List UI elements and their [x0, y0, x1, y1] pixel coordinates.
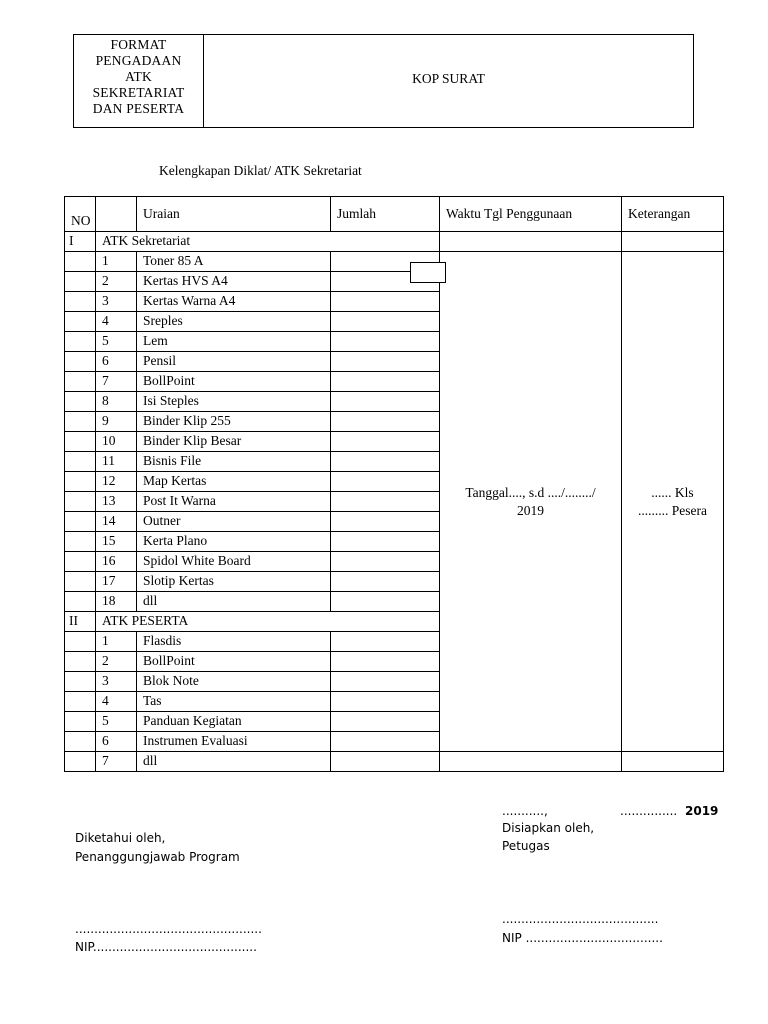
row-blank: [65, 252, 96, 272]
item-no: 6: [96, 732, 137, 752]
jumlah-cell[interactable]: [331, 652, 440, 672]
item-name: Binder Klip Besar: [137, 432, 331, 452]
header-keterangan: Keterangan: [622, 197, 724, 232]
keterangan-peserta: ......... Pesera: [638, 502, 707, 518]
item-name: Isi Steples: [137, 392, 331, 412]
item-no: 18: [96, 592, 137, 612]
table-row: [65, 752, 724, 772]
format-title-line: PENGADAAN: [95, 53, 182, 68]
item-no: 14: [96, 512, 137, 532]
section-roman: II: [65, 612, 96, 632]
item-no: 4: [96, 692, 137, 712]
jumlah-cell[interactable]: [331, 512, 440, 532]
date-day: ...............: [620, 804, 678, 818]
row-blank: [65, 492, 96, 512]
kop-surat: KOP SURAT: [412, 71, 485, 86]
keterangan-cell[interactable]: [622, 752, 724, 772]
format-title-line: FORMAT: [110, 37, 167, 52]
row-blank: [65, 452, 96, 472]
row-blank: [65, 412, 96, 432]
row-blank: [65, 272, 96, 292]
header-waktu: Waktu Tgl Penggunaan: [440, 197, 622, 232]
jumlah-cell[interactable]: [331, 572, 440, 592]
section-title: ATK PESERTA: [96, 612, 440, 632]
row-blank: [65, 312, 96, 332]
item-no: 13: [96, 492, 137, 512]
item-no: 16: [96, 552, 137, 572]
item-name: BollPoint: [137, 372, 331, 392]
item-no: 8: [96, 392, 137, 412]
row-blank: [65, 592, 96, 612]
section-roman: I: [65, 232, 96, 252]
item-no: 1: [96, 252, 137, 272]
item-no: 7: [96, 752, 137, 772]
jumlah-cell[interactable]: [331, 672, 440, 692]
jumlah-cell[interactable]: [331, 552, 440, 572]
keterangan-cell[interactable]: [622, 232, 724, 252]
item-no: 12: [96, 472, 137, 492]
row-blank: [65, 392, 96, 412]
header-jumlah: Jumlah: [331, 197, 440, 232]
item-name: Kerta Plano: [137, 532, 331, 552]
waktu-merged-cell[interactable]: [440, 252, 622, 752]
item-name: Panduan Kegiatan: [137, 712, 331, 732]
item-name: Spidol White Board: [137, 552, 331, 572]
table-header-row: [65, 197, 724, 232]
keterangan-kls: ...... Kls: [651, 484, 694, 500]
jumlah-cell[interactable]: [331, 352, 440, 372]
item-no: 3: [96, 292, 137, 312]
waktu-cell[interactable]: [440, 232, 622, 252]
row-blank: [65, 752, 96, 772]
waktu-cell[interactable]: [440, 752, 622, 772]
right-nip: NIP ....................................: [502, 931, 663, 945]
item-no: 6: [96, 352, 137, 372]
item-no: 5: [96, 332, 137, 352]
row-blank: [65, 292, 96, 312]
item-name: Pensil: [137, 352, 331, 372]
jumlah-cell[interactable]: [331, 712, 440, 732]
jumlah-cell[interactable]: [331, 292, 440, 312]
row-blank: [65, 332, 96, 352]
left-signature-line: .................................................: [75, 922, 262, 936]
item-name: Post It Warna: [137, 492, 331, 512]
officer-label: Petugas: [502, 839, 550, 853]
item-no: 9: [96, 412, 137, 432]
item-name: Kertas Warna A4: [137, 292, 331, 312]
section-row: [65, 232, 724, 252]
jumlah-cell[interactable]: [331, 592, 440, 612]
jumlah-cell[interactable]: [331, 692, 440, 712]
jumlah-cell[interactable]: [331, 392, 440, 412]
jumlah-cell[interactable]: [331, 472, 440, 492]
item-name: Tas: [137, 692, 331, 712]
row-blank: [65, 432, 96, 452]
item-name: BollPoint: [137, 652, 331, 672]
item-name: Binder Klip 255: [137, 412, 331, 432]
jumlah-cell[interactable]: [331, 492, 440, 512]
item-name: Sreples: [137, 312, 331, 332]
jumlah-cell[interactable]: [331, 432, 440, 452]
left-nip: NIP...........................................: [75, 940, 257, 954]
item-name: Blok Note: [137, 672, 331, 692]
table-row: [65, 252, 724, 272]
date-year: 2019: [685, 804, 719, 818]
item-no: 4: [96, 312, 137, 332]
item-name: Map Kertas: [137, 472, 331, 492]
header-uraian: Uraian: [137, 197, 331, 232]
item-name: Flasdis: [137, 632, 331, 652]
row-blank: [65, 672, 96, 692]
format-title-line: DAN PESERTA: [92, 101, 185, 116]
section-title: ATK Sekretariat: [96, 232, 440, 252]
jumlah-cell[interactable]: [331, 372, 440, 392]
item-name: Lem: [137, 332, 331, 352]
format-title: [74, 35, 204, 127]
row-blank: [65, 572, 96, 592]
format-title-line: SEKRETARIAT: [92, 85, 185, 100]
item-no: 11: [96, 452, 137, 472]
row-blank: [65, 632, 96, 652]
item-no: 2: [96, 272, 137, 292]
row-blank: [65, 652, 96, 672]
jumlah-cell[interactable]: [331, 752, 440, 772]
item-name: Outner: [137, 512, 331, 532]
item-name: Instrumen Evaluasi: [137, 732, 331, 752]
format-title-line: ATK: [125, 69, 152, 84]
known-by-label: Diketahui oleh,: [75, 831, 166, 845]
jumlah-cell[interactable]: [331, 332, 440, 352]
item-name: Slotip Kertas: [137, 572, 331, 592]
waktu-year: 2019: [517, 502, 544, 518]
date-place: ...........,: [502, 804, 548, 818]
procurement-table: [64, 196, 724, 772]
row-blank: [65, 512, 96, 532]
header-no: NO: [65, 197, 96, 232]
row-blank: [65, 732, 96, 752]
table-body: [65, 197, 724, 772]
keterangan-merged-cell[interactable]: [622, 252, 724, 752]
item-name: dll: [137, 752, 331, 772]
item-name: Kertas HVS A4: [137, 272, 331, 292]
item-name: Bisnis File: [137, 452, 331, 472]
item-no: 7: [96, 372, 137, 392]
item-no: 1: [96, 632, 137, 652]
row-blank: [65, 472, 96, 492]
item-name: Toner 85 A: [137, 252, 331, 272]
row-blank: [65, 352, 96, 372]
item-no: 5: [96, 712, 137, 732]
item-no: 17: [96, 572, 137, 592]
jumlah-cell[interactable]: [331, 312, 440, 332]
jumlah-cell[interactable]: [331, 452, 440, 472]
program-officer-label: Penanggungjawab Program: [75, 850, 240, 864]
header-blank: [96, 197, 137, 232]
row-blank: [65, 372, 96, 392]
row-blank: [65, 692, 96, 712]
jumlah-cell[interactable]: [331, 532, 440, 552]
header-box: [73, 34, 694, 128]
item-no: 10: [96, 432, 137, 452]
item-name: dll: [137, 592, 331, 612]
jumlah-input-box[interactable]: [410, 262, 446, 283]
jumlah-cell[interactable]: [331, 732, 440, 752]
jumlah-cell[interactable]: [331, 632, 440, 652]
row-blank: [65, 532, 96, 552]
item-no: 15: [96, 532, 137, 552]
table-subtitle: Kelengkapan Diklat/ ATK Sekretariat: [159, 163, 362, 178]
item-no: 2: [96, 652, 137, 672]
prepared-by-label: Disiapkan oleh,: [502, 821, 595, 835]
row-blank: [65, 552, 96, 572]
row-blank: [65, 712, 96, 732]
jumlah-cell[interactable]: [331, 412, 440, 432]
right-signature-line: .........................................: [502, 912, 659, 926]
waktu-text: Tanggal...., s.d ..../......../: [465, 484, 596, 500]
item-no: 3: [96, 672, 137, 692]
